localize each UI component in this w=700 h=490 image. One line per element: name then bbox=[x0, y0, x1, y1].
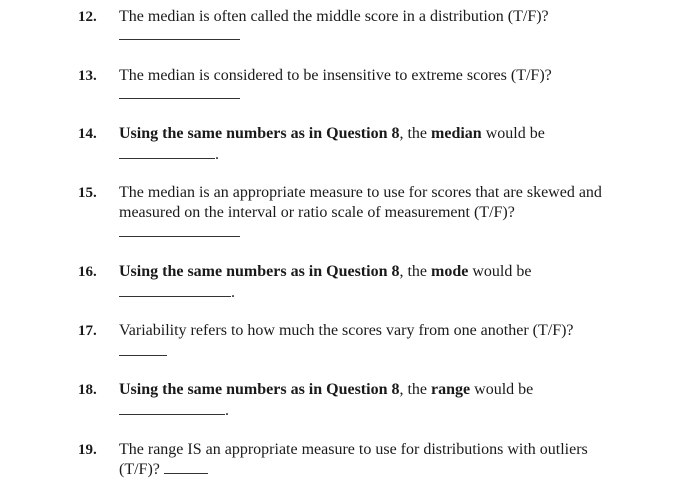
question-number: 17. bbox=[78, 323, 97, 339]
question-tail: would be bbox=[470, 381, 534, 398]
answer-blank[interactable] bbox=[119, 98, 240, 99]
question-mid: , the bbox=[399, 381, 432, 398]
question-line-1: The range IS an appropriate measure to use for distributions with outliers bbox=[119, 441, 588, 458]
question-mid: , the bbox=[399, 125, 432, 142]
answer-blank[interactable] bbox=[119, 414, 225, 415]
question-text: The median is considered to be insensitive to extreme scores (T/F)? bbox=[119, 67, 552, 84]
question-text bbox=[119, 380, 619, 400]
question-term: mode bbox=[431, 263, 469, 280]
answer-blank[interactable] bbox=[119, 158, 215, 159]
question-number: 15. bbox=[78, 185, 97, 201]
question-text: Variability refers to how much the scores vary from one another (T/F)? bbox=[119, 322, 574, 339]
question-bold-lead: Using the same numbers as in Question 8 bbox=[119, 381, 400, 398]
question-bold-lead: Using the same numbers as in Question 8 bbox=[119, 125, 400, 142]
sentence-period: . bbox=[231, 284, 235, 301]
question-text bbox=[119, 262, 619, 282]
question-text bbox=[119, 183, 619, 223]
question-number: 16. bbox=[78, 264, 97, 280]
question-line-2-text: (T/F)? bbox=[119, 461, 160, 478]
question-tail: would be bbox=[468, 263, 532, 280]
question-number: 12. bbox=[78, 9, 97, 25]
question-number: 14. bbox=[78, 126, 97, 142]
question-text bbox=[119, 124, 619, 144]
question-line-1: The median is an appropriate measure to use for scores that are skewed and bbox=[119, 184, 602, 201]
question-line-2: measured on the interval or ratio scale of measurement (T/F)? bbox=[119, 204, 515, 221]
question-number: 19. bbox=[78, 442, 97, 458]
question-term: median bbox=[431, 125, 482, 142]
question-text bbox=[119, 440, 619, 480]
question-tail: would be bbox=[481, 125, 545, 142]
question-number: 18. bbox=[78, 382, 97, 398]
question-number: 13. bbox=[78, 68, 97, 84]
question-bold-lead: Using the same numbers as in Question 8 bbox=[119, 263, 400, 280]
answer-blank[interactable] bbox=[119, 39, 240, 40]
answer-blank[interactable] bbox=[119, 236, 240, 237]
sentence-period: . bbox=[215, 146, 219, 163]
question-text: The median is often called the middle score in a distribution (T/F)? bbox=[119, 8, 549, 25]
answer-blank[interactable] bbox=[119, 296, 231, 297]
answer-blank[interactable] bbox=[119, 355, 167, 356]
question-term: range bbox=[431, 381, 471, 398]
question-line-2 bbox=[119, 460, 619, 480]
sentence-period: . bbox=[225, 402, 229, 419]
answer-blank[interactable] bbox=[164, 473, 208, 474]
question-mid: , the bbox=[399, 263, 432, 280]
